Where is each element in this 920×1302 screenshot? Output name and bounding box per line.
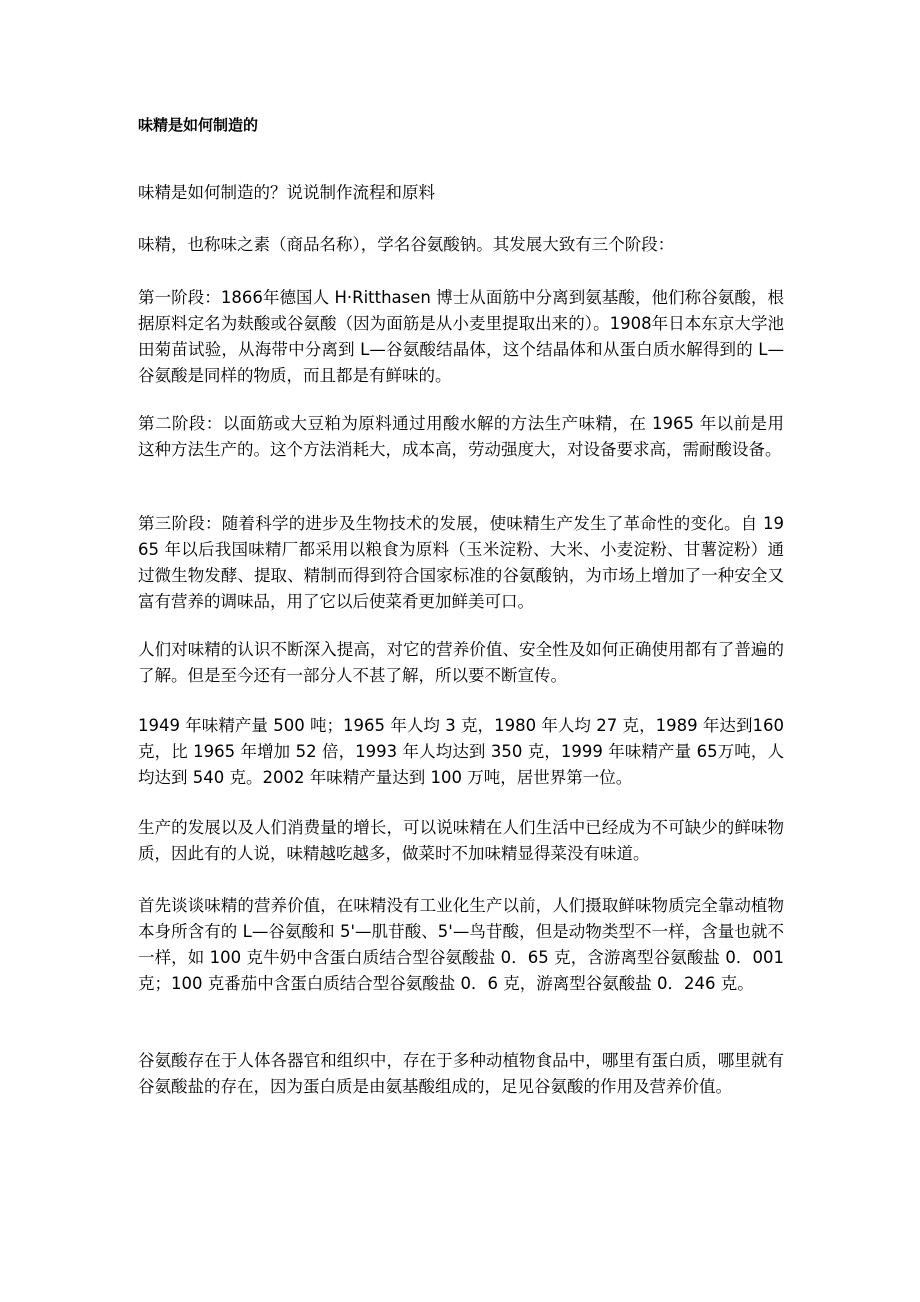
paragraph-intro: 味精，也称味之素（商品名称），学名谷氨酸钠。其发展大致有三个阶段： xyxy=(138,235,675,254)
paragraph-consumption: 生产的发展以及人们消费量的增长，可以说味精在人们生活中已经成为不可缺少的鲜味物质，因此有的人说，味精越吃越多，做菜时不加味精显得菜没有味道。 xyxy=(138,818,784,863)
paragraph-production-stats: 1949 年味精产量 500 吨；1965 年人均 3 克，1980 年人均 27 克，1989 年达到160 克，比 1965 年增加 52 倍，1993 年人均达到 350 克，1999 年味精产量 65万吨，人均达到 540 克。2002 年味精产量达到 100 万吨，居世界第一位。 xyxy=(138,716,784,787)
paragraph-question: 味精是如何制造的？说说制作流程和原料 xyxy=(138,183,435,202)
paragraph-awareness: 人们对味精的认识不断深入提高，对它的营养价值、安全性及如何正确使用都有了普遍的了解。但是至今还有一部分人不甚了解，所以要不断宣传。 xyxy=(138,640,784,685)
paragraph-stage-one: 第一阶段：1866年德国人 H·Ritthasen 博士从面筋中分离到氨基酸，他们称谷氨酸，根据原料定名为麸酸或谷氨酸（因为面筋是从小麦里提取出来的）。1908年日本东京大学池田菊苗试验，从海带中分离到 L—谷氨酸结晶体，这个结晶体和从蛋白质水解得到的 L—谷氨酸是同样的物质，而且都是有鲜味的。 xyxy=(138,288,785,385)
paragraph-stage-two: 第二阶段：以面筋或大豆粕为原料通过用酸水解的方法生产味精，在 1965 年以前是用这种方法生产的。这个方法消耗大，成本高，劳动强度大，对设备要求高，需耐酸设备。 xyxy=(138,414,784,459)
paragraph-glutamate-presence: 谷氨酸存在于人体各器官和组织中，存在于多种动植物食品中，哪里有蛋白质，哪里就有谷氨酸盐的存在，因为蛋白质是由氨基酸组成的，足见谷氨酸的作用及营养价值。 xyxy=(138,1051,784,1096)
paragraph-nutrition-value: 首先谈谈味精的营养价值，在味精没有工业化生产以前，人们摄取鲜味物质完全靠动植物本身所含有的 L—谷氨酸和 5'—肌苷酸、5'—鸟苷酸，但是动物类型不一样，含量也就不一样，如 100 克牛奶中含蛋白质结合型谷氨酸盐 0．65 克，含游离型谷氨酸盐 0．001 克；100 克番茄中含蛋白质结合型谷氨酸盐 0．6 克，游离型谷氨酸盐 0．246 克。 xyxy=(138,896,784,993)
document-title: 味精是如何制造的 xyxy=(138,116,259,134)
paragraph-stage-three: 第三阶段：随着科学的进步及生物技术的发展，使味精生产发生了革命性的变化。自 1965 年以后我国味精厂都采用以粮食为原料（玉米淀粉、大米、小麦淀粉、甘薯淀粉）通过微生物发酵、提取、精制而得到符合国家标准的谷氨酸钠，为市场上增加了一种安全又富有营养的调味品，用了它以后使菜肴更加鲜美可口。 xyxy=(138,514,784,611)
